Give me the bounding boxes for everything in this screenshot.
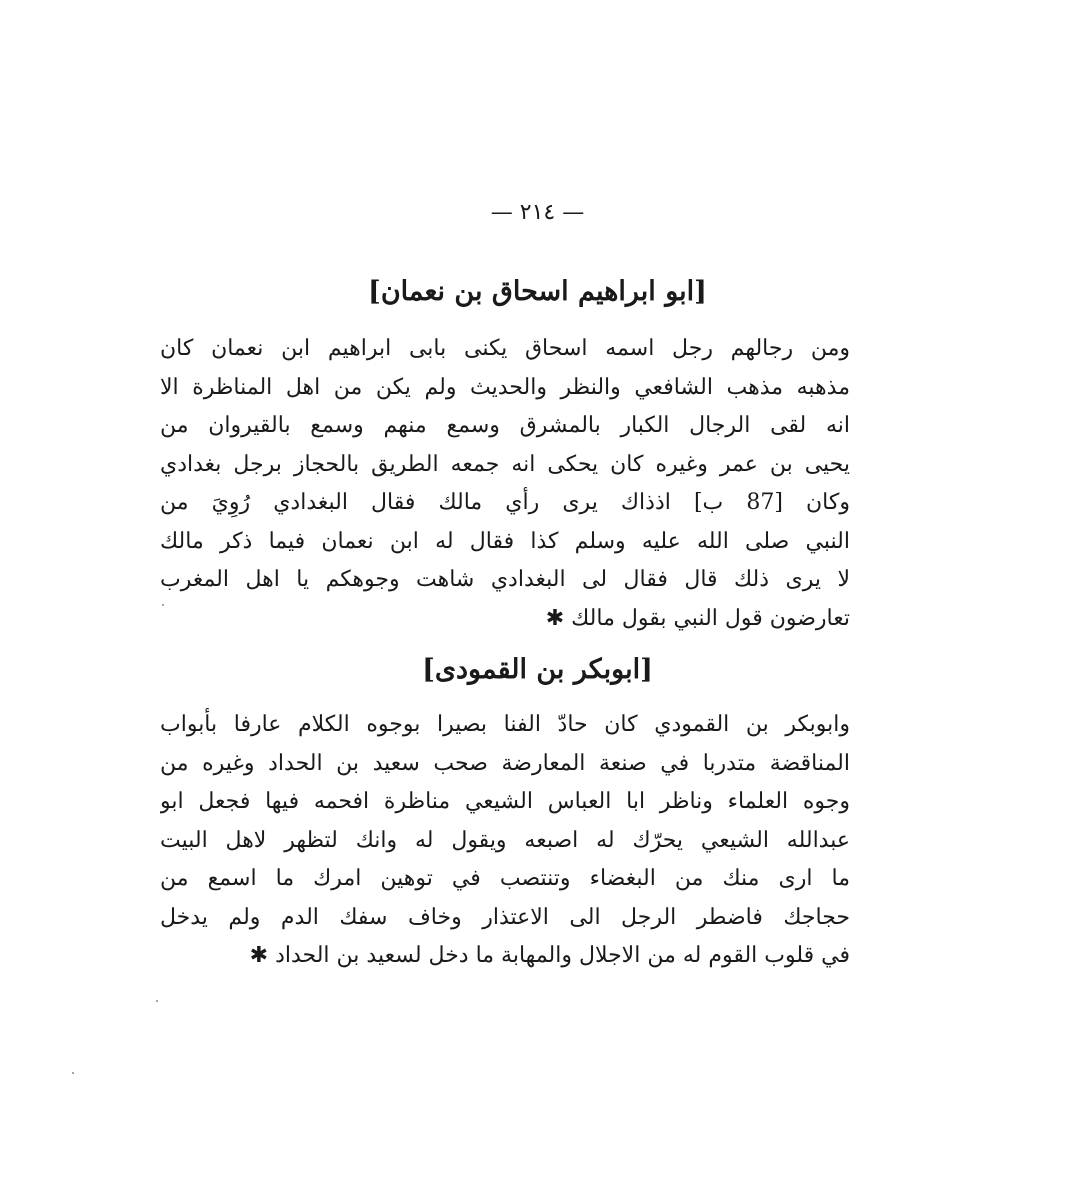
section-title-ishaq-ibn-numan: [ابو ابراهيم اسحاق بن نعمان] [368,276,707,307]
scan-speck [162,604,164,606]
text-line: انه لقى الرجال الكبار بالمشرق وسمع منهم وسمع بالقيروان من [160,413,850,438]
section-title-abu-bakr-al-qamudi: [ابوبكر بن القمودى] [422,654,653,685]
text-line: لا يرى ذلك قال فقال لى البغدادي شاهت وجوهكم يا اهل المغرب [160,567,850,592]
text-line: وكان [87 ب] اذذاك يرى رأي مالك فقال البغدادي رُوِيَ من [160,490,850,515]
text-line: وجوه العلماء وناظر ابا العباس الشيعي مناظرة افحمه فيها فجعل ابو [160,789,850,814]
text-line: حجاجك فاضطر الرجل الى الاعتذار وخاف سفك الدم ولم يدخل [160,904,850,930]
text-line: ما ارى منك من البغضاء وتنتصب في توهين امرك ما اسمع من [160,866,850,891]
paragraph-abu-bakr-al-qamudi [160,706,850,976]
text-line: مذهبه مذهب الشافعي والنظر والحديث ولم يكن من اهل المناظرة الا [160,374,850,400]
text-line: يحيى بن عمر وغيره كان يحكى انه جمعه الطريق بالحجاز برجل بغدادي [160,451,850,477]
scan-speck [72,1072,74,1074]
text-line: عبدالله الشيعي يحرّك له اصبعه ويقول له وانك لتظهر لاهل البيت [160,827,850,853]
text-line: ومن رجالهم رجل اسمه اسحاق يكنى بابى ابراهيم ابن نعمان كان [160,336,850,361]
scan-speck [156,1000,158,1002]
text-line: تعارضون قول النبي بقول مالك ✱ [545,605,850,631]
text-line: النبي صلى الله عليه وسلم كذا فقال له ابن نعمان فيما ذكر مالك [160,528,850,554]
paragraph-ishaq-ibn-numan [160,330,850,638]
page-number: — ٢١٤ — [490,200,585,225]
text-line: المناقضة متدربا في صنعة المعارضة صحب سعيد بن الحداد وغيره من [160,750,850,776]
text-line: وابوبكر بن القمودي كان حادّ الفنا بصيرا بوجوه الكلام عارفا بأبواب [160,712,850,737]
text-line: في قلوب القوم له من الاجلال والمهابة ما دخل لسعيد بن الحداد ✱ [249,943,850,968]
